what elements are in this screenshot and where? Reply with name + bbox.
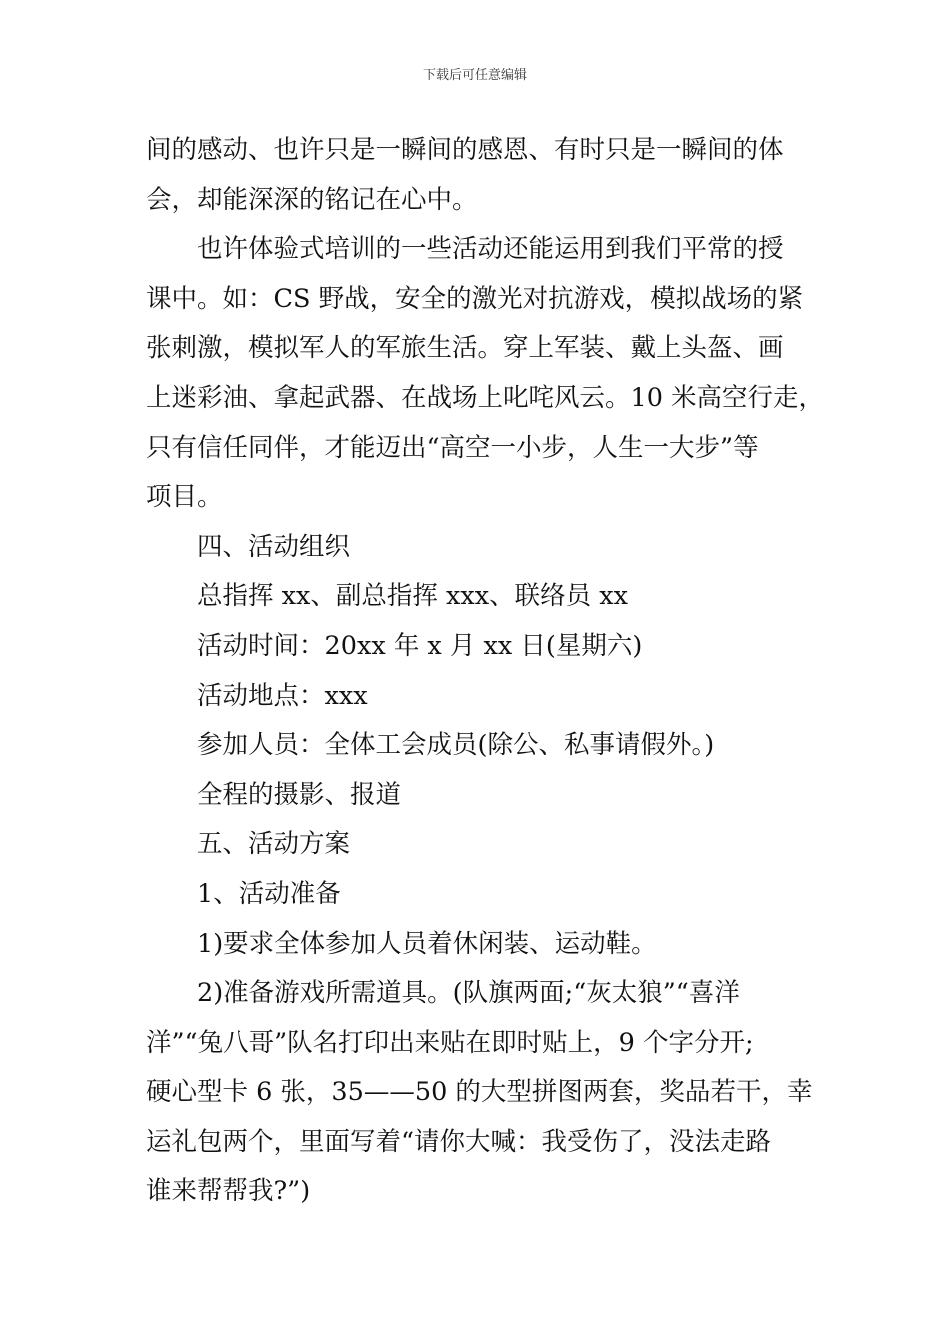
paragraph-location (146, 672, 836, 722)
text-line: 活动地点：xxx (197, 680, 368, 711)
text-line: 全程的摄影、报道 (197, 779, 402, 810)
page-header: 下载后可任意编辑 (422, 68, 527, 83)
paragraph-organizers (146, 572, 836, 622)
heading-section-5 (146, 820, 836, 870)
text-line: 洋”“兔八哥”队名打印出来贴在即时贴上，9 个字分开; (146, 1027, 754, 1058)
list-item-2 (146, 969, 836, 1217)
paragraph-photography (146, 771, 836, 821)
text-line: 课中。如：CS 野战，安全的激光对抗游戏，模拟战场的紧 (146, 283, 804, 314)
paragraph-activities (146, 225, 836, 523)
text-line: 项目。 (146, 482, 223, 513)
paragraph-time (146, 622, 836, 672)
text-line: 1)要求全体参加人员着休闲装、运动鞋。 (197, 928, 657, 959)
text-line: 间的感动、也许只是一瞬间的感恩、有时只是一瞬间的体 (146, 135, 784, 165)
text-line: 1、活动准备 (197, 878, 341, 909)
text-line: 上迷彩油、拿起武器、在战场上叱咤风云。10 米高空行走， (146, 382, 825, 413)
text-line: 谁来帮帮我?”) (146, 1176, 311, 1207)
paragraph-intro-continued (146, 126, 836, 225)
text-line: 也许体验式培训的一些活动还能运用到我们平常的授 (197, 234, 784, 265)
text-line: 运礼包两个，里面写着“请你大喊：我受伤了，没法走路 (146, 1126, 772, 1157)
text-line: 五、活动方案 (197, 829, 351, 860)
text-line: 参加人员：全体工会成员(除公、私事请假外。) (197, 730, 715, 761)
list-item-1 (146, 920, 836, 970)
text-line: 张刺激，模拟军人的军旅生活。穿上军装、戴上头盔、画 (146, 333, 784, 364)
document-body (146, 126, 836, 1217)
text-line: 只有信任同伴，才能迈出“高空一小步，人生一大步”等 (146, 432, 759, 463)
heading-preparation (146, 870, 836, 920)
text-line: 会，却能深深的铭记在心中。 (146, 184, 478, 215)
heading-section-4 (146, 523, 836, 573)
text-line: 2)准备游戏所需道具。(队旗两面;“灰太狼”“喜洋 (197, 978, 740, 1009)
text-line: 硬心型卡 6 张，35——50 的大型拼图两套，奖品若干，幸 (146, 1077, 813, 1108)
text-line: 总指挥 xx、副总指挥 xxx、联络员 xx (197, 581, 628, 612)
paragraph-participants (146, 721, 836, 771)
text-line: 四、活动组织 (197, 531, 351, 562)
text-line: 活动时间：20xx 年 x 月 xx 日(星期六) (197, 630, 643, 661)
